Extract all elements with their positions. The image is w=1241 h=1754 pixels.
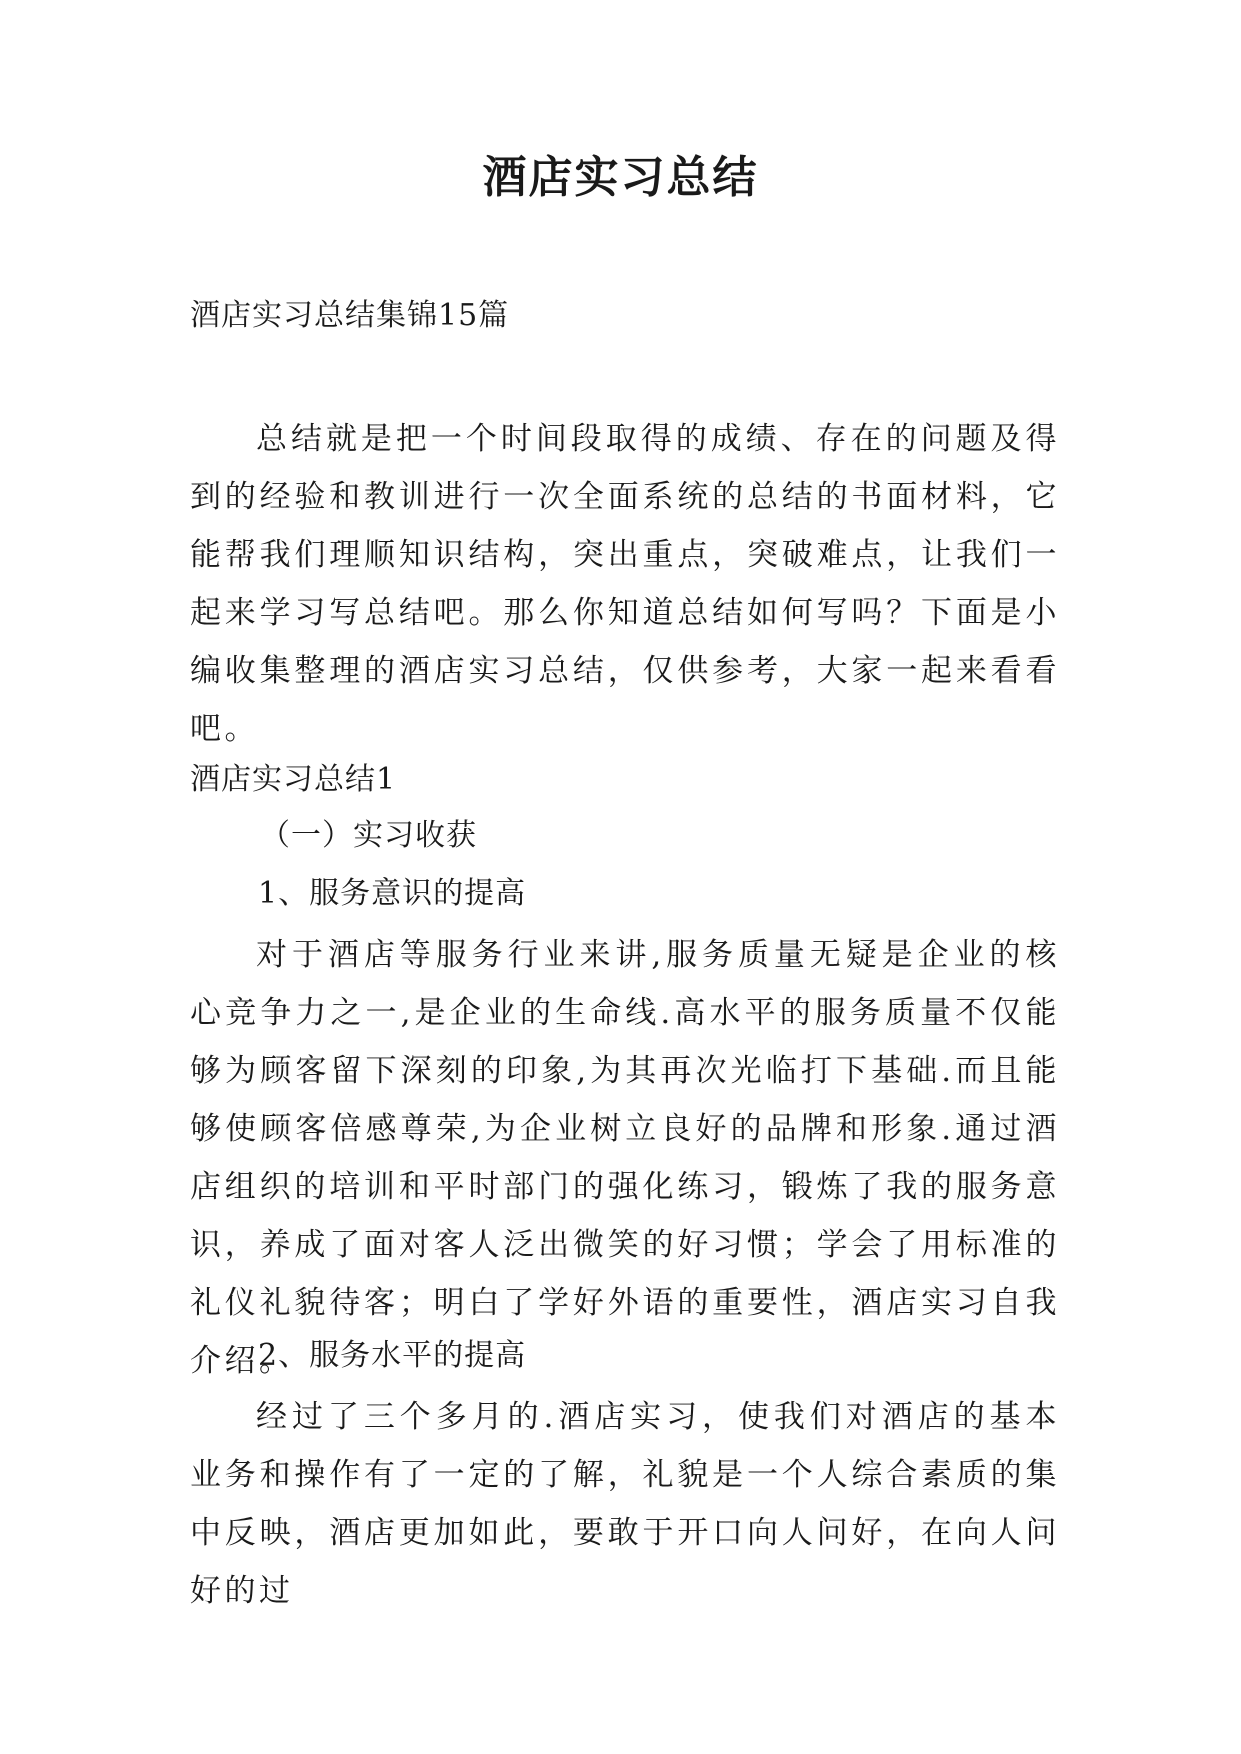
document-title: 酒店实习总结 <box>482 152 759 203</box>
item-paragraph-1: 对于酒店等服务行业来讲,服务质量无疑是企业的核心竞争力之一,是企业的生命线.高水平的服务质量不仅能够为顾客留下深刻的印象,为其再次光临打下基础.而且能够使顾客倍感尊荣,为企业树立良好的品牌和形象.通过酒店组织的培训和平时部门的强化练习，锻炼了我的服务意识，养成了面对客人泛出微笑的好习惯；学会了用标准的礼仪礼貌待客；明白了学好外语的重要性，酒店实习自我介绍。 <box>190 937 1060 1379</box>
document-subtitle: 酒店实习总结集锦15篇 <box>190 298 510 333</box>
item-heading-2: 2、服务水平的提高 <box>258 1338 527 1373</box>
item-paragraph-2: 经过了三个多月的.酒店实习，使我们对酒店的基本业务和操作有了一定的了解，礼貌是一个人综合素质的集中反映，酒店更加如此，要敢于开口向人问好，在向人问好的过 <box>190 1399 1060 1609</box>
item-heading-1: 1、服务意识的提高 <box>258 876 527 911</box>
section-heading: 酒店实习总结1 <box>190 762 397 797</box>
intro-paragraph: 总结就是把一个时间段取得的成绩、存在的问题及得到的经验和教训进行一次全面系统的总结的书面材料，它能帮我们理顺知识结构，突出重点，突破难点，让我们一起来学习写总结吧。那么你知道总结如何写吗？下面是小编收集整理的酒店实习总结，仅供参考，大家一起来看看吧。 <box>190 421 1060 747</box>
section-sub-heading: （一）实习收获 <box>260 818 477 853</box>
